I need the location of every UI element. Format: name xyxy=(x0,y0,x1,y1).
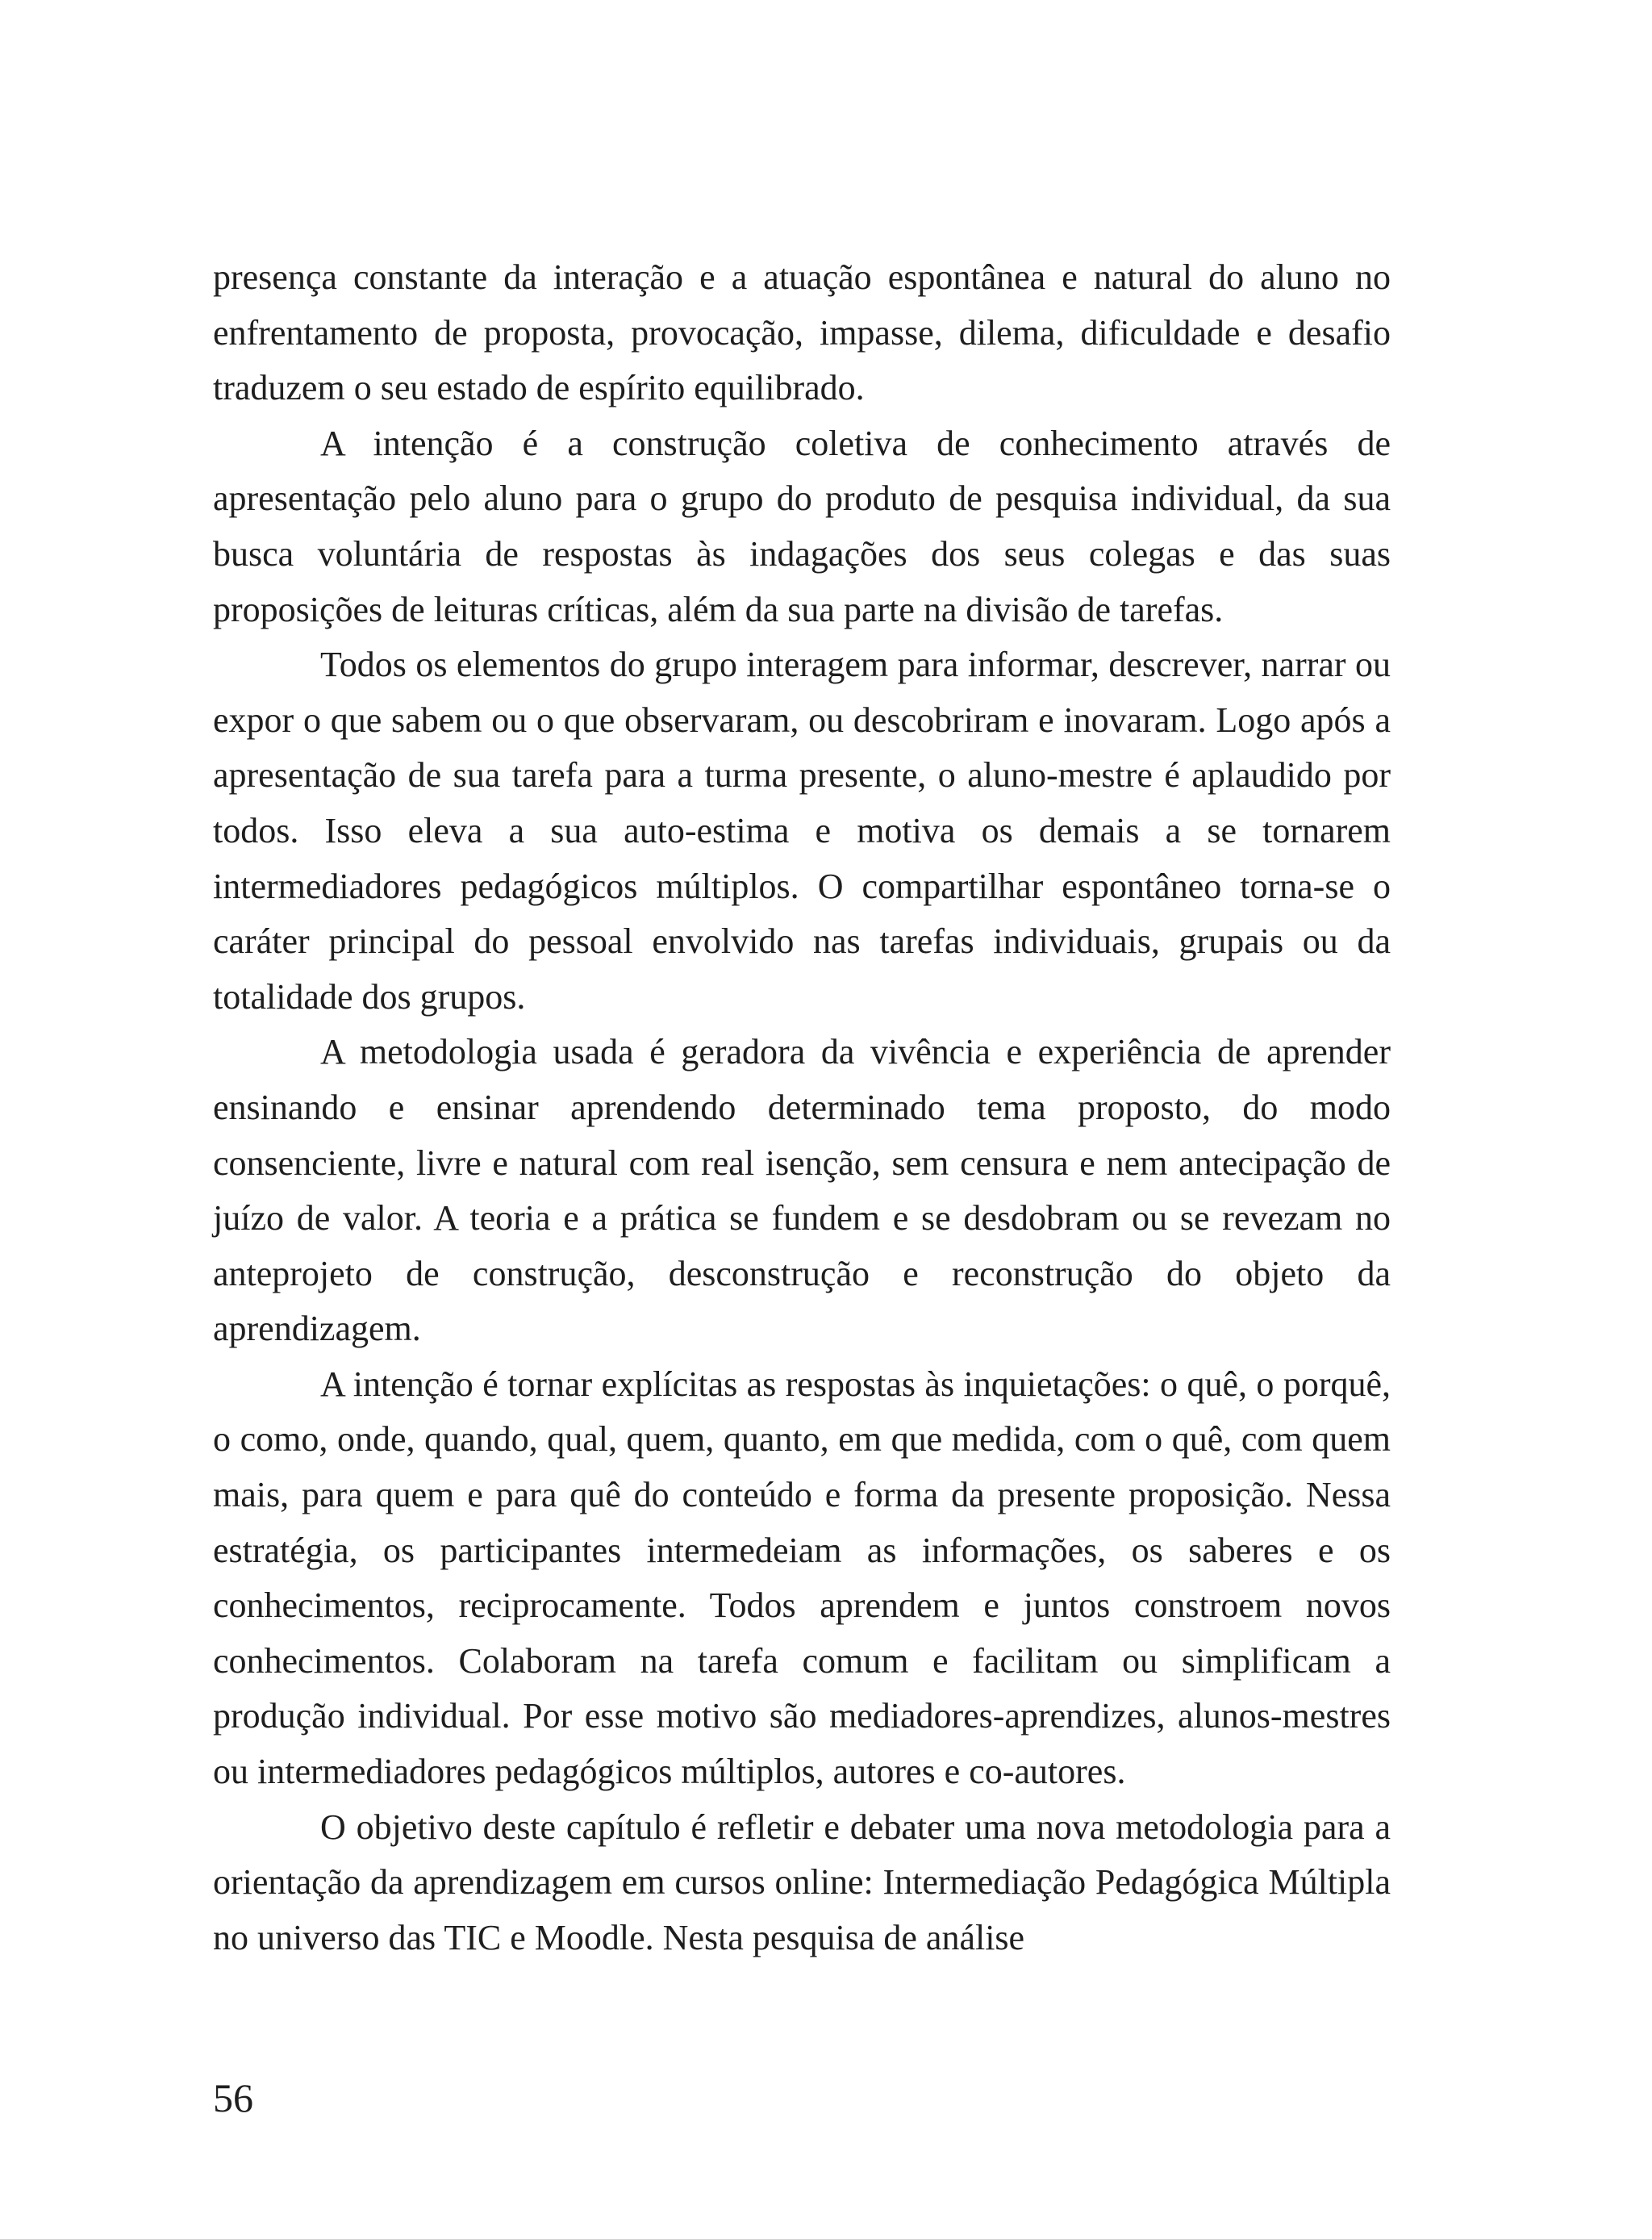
paragraph: Todos os elementos do grupo interagem para informar, descrever, narrar ou expor o que sabem ou o que observaram, ou descobriram e inovaram. Logo após a apresentação de sua tarefa para a turma presente, o aluno-mestre é aplaudido por todos. Isso eleva a sua auto-estima e motiva os demais a se tornarem intermediadores pedagógicos múltiplos. O compartilhar espontâneo torna-se o caráter principal do pessoal envolvido nas tarefas individuais, grupais ou da totalidade dos grupos. xyxy=(213,645,1391,1017)
paragraph: O objetivo deste capítulo é refletir e debater uma nova metodologia para a orientação da aprendizagem em cursos online: Intermediação Pedagógica Múltipla no universo das TIC e Moodle. Nesta pesquisa de análise xyxy=(213,1807,1391,1957)
body-text xyxy=(213,250,1391,1965)
page-number: 56 xyxy=(213,2075,253,2120)
paragraph: A intenção é tornar explícitas as respostas às inquietações: o quê, o porquê, o como, onde, quando, qual, quem, quanto, em que medida, com o quê, com quem mais, para quem e para quê do conteúdo e forma da presente proposição. Nessa estratégia, os participantes intermedeiam as informações, os saberes e os conhecimentos, reciprocamente. Todos aprendem e juntos constroem novos conhecimentos. Colaboram na tarefa comum e facilitam ou simplificam a produção individual. Por esse motivo são mediadores-aprendizes, alunos-mestres ou intermediadores pedagógicos múltiplos, autores e co-autores. xyxy=(213,1364,1391,1792)
paragraph: A metodologia usada é geradora da vivência e experiência de aprender ensinando e ensinar aprendendo determinado tema proposto, do modo consenciente, livre e natural com real isenção, sem censura e nem antecipação de juízo de valor. A teoria e a prática se fundem e se desdobram ou se revezam no anteprojeto de construção, desconstrução e reconstrução do objeto da aprendizagem. xyxy=(213,1032,1391,1349)
paragraph: A intenção é a construção coletiva de conhecimento através de apresentação pelo aluno para o grupo do produto de pesquisa individual, da sua busca voluntária de respostas às indagações dos seus colegas e das suas proposições de leituras críticas, além da sua parte na divisão de tarefas. xyxy=(213,423,1391,629)
paragraph-continuation: presença constante da interação e a atuação espontânea e natural do aluno no enfrentamento de proposta, provocação, impasse, dilema, dificuldade e desafio traduzem o seu estado de espírito equilibrado. xyxy=(213,257,1391,408)
